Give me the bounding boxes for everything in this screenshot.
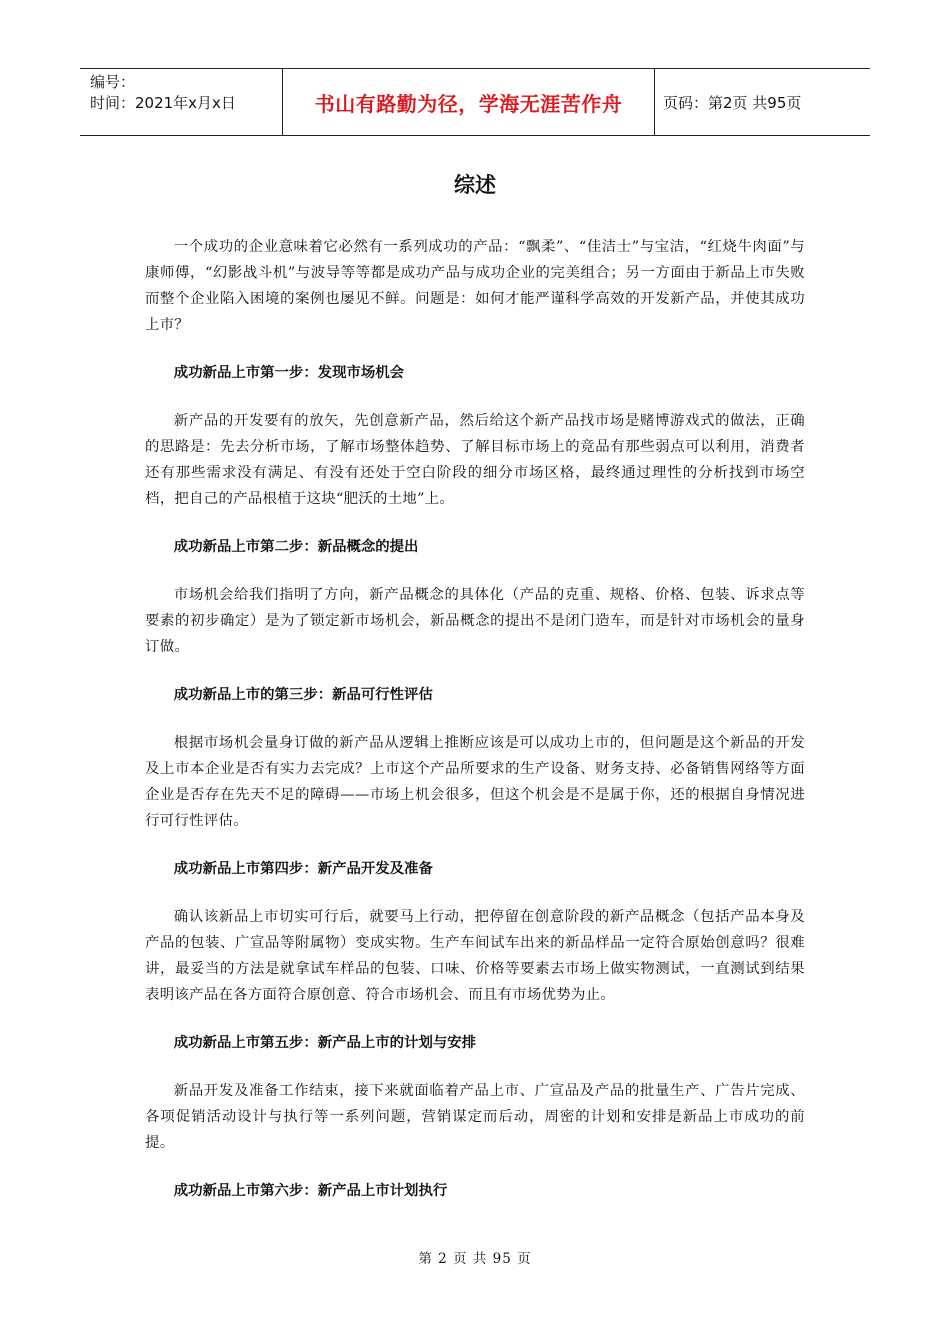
paragraph-step-4: 确认该新品上市切实可行后，就要马上行动，把停留在创意阶段的新产品概念（包括产品本身及产品的包装、广宣品等附属物）变成实物。生产车间试车出来的新品样品一定符合原始创意吗？很难讲，最妥当的方法是就拿试车样品的包装、口味、价格等要素去市场上做实物测试，一直测试到结果表明该产品在各方面符合原创意、符合市场机会、而且有市场优势为止。	[145, 909, 805, 1003]
section-heading-step-2: 成功新品上市第二步：新品概念的提出	[173, 539, 419, 555]
document-header	[80, 68, 870, 136]
section-heading-step-6: 成功新品上市第六步：新产品上市计划执行	[173, 1183, 448, 1199]
page-footer: 第 2 页 共 95 页	[418, 1251, 532, 1267]
paragraph-step-5: 新品开发及准备工作结束，接下来就面临着产品上市、广宣品及产品的批量生产、广告片完成、各项促销活动设计与执行等一系列问题，营销谋定而后动，周密的计划和安排是新品上市成功的前提。	[145, 1083, 805, 1151]
section-heading-step-5: 成功新品上市第五步：新产品上市的计划与安排	[173, 1035, 477, 1051]
document-time-label: 时间：2021年x月x日	[90, 94, 236, 112]
document-body	[145, 170, 805, 1226]
section-heading-step-3: 成功新品上市的第三步：新品可行性评估	[173, 687, 433, 703]
document-title: 综述	[454, 173, 496, 197]
paragraph-step-3: 根据市场机会量身订做的新产品从逻辑上推断应该是可以成功上市的，但问题是这个新品的开发及上市本企业是否有实力去完成？上市这个产品所要求的生产设备、财务支持、必备销售网络等方面企业是否存在先天不足的障碍——市场上机会很多，但这个机会是不是属于你，还的根据自身情况进行可行性评估。	[145, 735, 805, 829]
paragraph-step-1: 新产品的开发要有的放矢，先创意新产品，然后给这个新产品找市场是赌博游戏式的做法，正确的思路是：先去分析市场，了解市场整体趋势、了解目标市场上的竞品有那些弱点可以利用，消费者还有那些需求没有满足、有没有还处于空白阶段的细分市场区格，最终通过理性的分析找到市场空档，把自己的产品根植于这块“肥沃的土地”上。	[145, 413, 805, 507]
document-number-label: 编号：	[90, 73, 136, 91]
section-heading-step-1: 成功新品上市第一步：发现市场机会	[173, 365, 405, 381]
header-motto: 书山有路勤为径，学海无涯苦作舟	[282, 69, 655, 135]
paragraph-intro: 一个成功的企业意味着它必然有一系列成功的产品：“飘柔”、“佳洁士”与宝洁，“红烧牛肉面”与康师傅，“幻影战斗机”与波导等等都是成功产品与成功企业的完美组合；另一方面由于新品上市失败而整个企业陷入困境的案例也屡见不鲜。问题是：如何才能严谨科学高效的开发新产品，并使其成功上市？	[145, 239, 805, 333]
section-heading-step-4: 成功新品上市第四步：新产品开发及准备	[173, 861, 433, 877]
header-meta	[80, 69, 282, 135]
header-page-info: 页码：第2页 共95页	[663, 93, 802, 112]
paragraph-step-2: 市场机会给我们指明了方向，新产品概念的具体化（产品的克重、规格、价格、包装、诉求点等要素的初步确定）是为了锁定新市场机会，新品概念的提出不是闭门造车，而是针对市场机会的量身订做。	[145, 587, 805, 655]
